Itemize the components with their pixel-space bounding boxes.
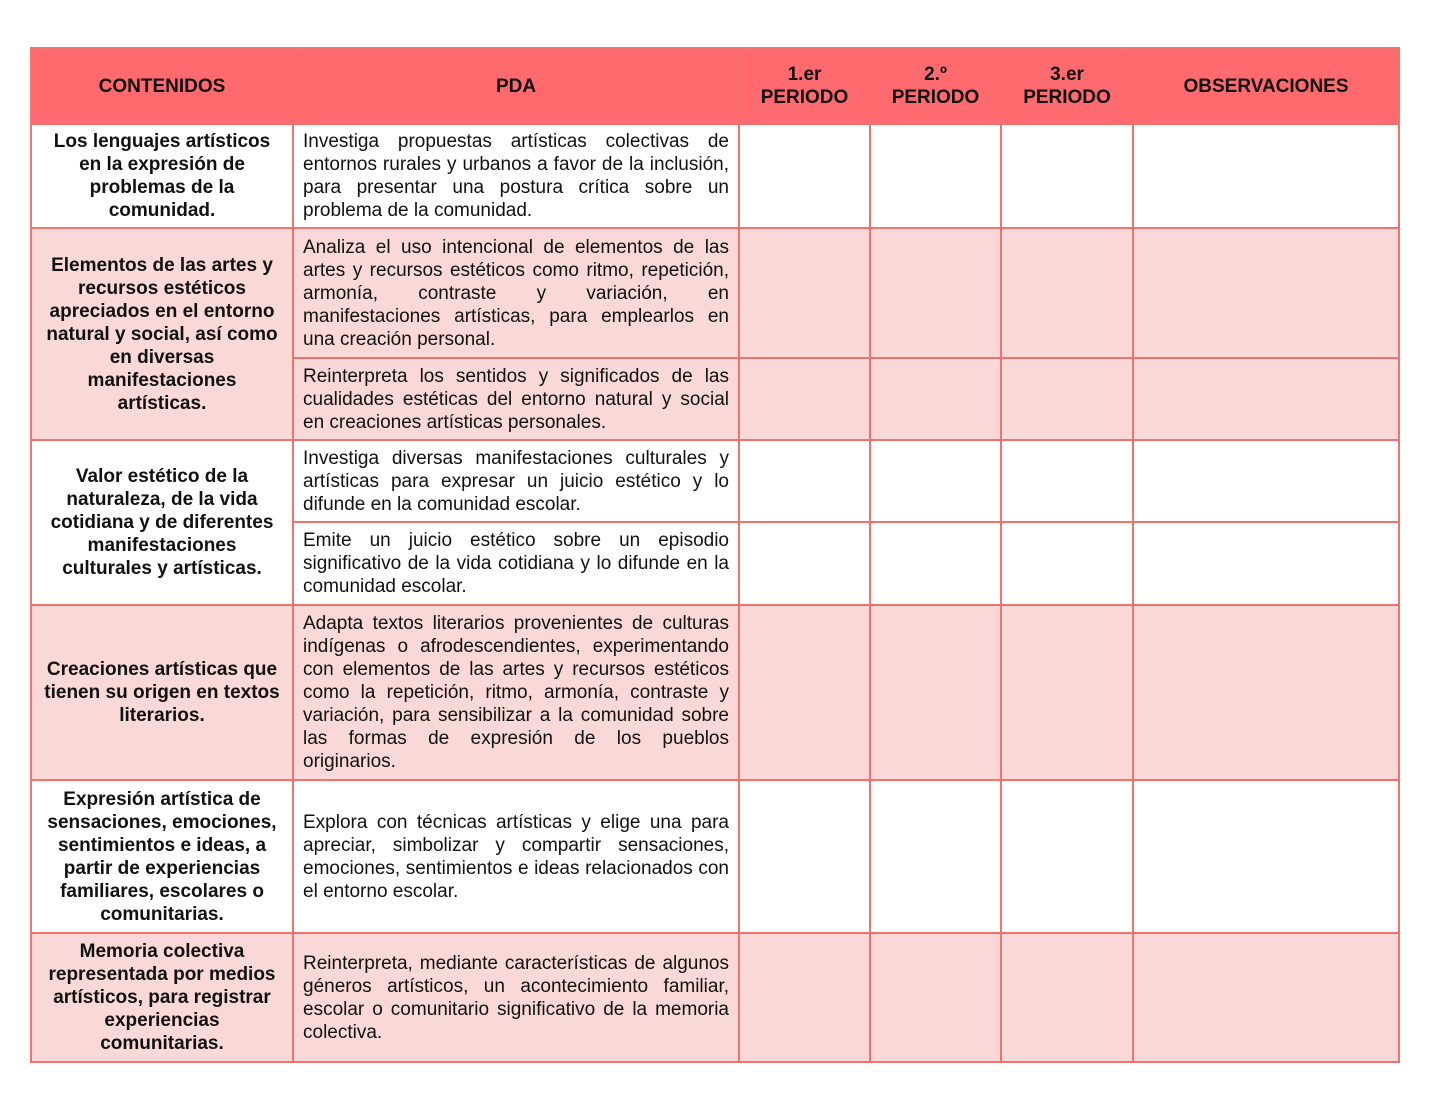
header-row [31,48,1399,124]
header-period-2-line1: 2.º [924,64,947,85]
period-1-cell[interactable] [739,228,870,358]
table-row [31,440,1399,522]
period-2-cell[interactable] [870,933,1001,1062]
pda-cell: Reinterpreta los sentidos y significados de las cualidades estéticas del entorno natural y social en creaciones artísticas personales. [293,358,739,440]
pda-cell: Investiga propuestas artísticas colectivas de entornos rurales y urbanos a favor de la inclusión, para presentar una postura crítica sobre un problema de la comunidad. [293,124,739,228]
pda-cell: Investiga diversas manifestaciones culturales y artísticas para expresar un juicio estético y lo difunde en la comunidad escolar. [293,440,739,522]
period-1-cell[interactable] [739,522,870,605]
period-1-cell[interactable] [739,605,870,780]
contenido-cell: Los lenguajes artísticos en la expresión de problemas de la comunidad. [31,124,293,228]
header-period-1 [739,48,870,124]
header-pda: PDA [293,48,739,124]
period-2-cell[interactable] [870,358,1001,440]
observaciones-cell[interactable] [1133,522,1399,605]
header-period-2-line2: PERIODO [891,87,980,108]
table-row [31,124,1399,228]
contenido-cell: Expresión artística de sensaciones, emociones, sentimientos e ideas, a partir de experiencias familiares, escolares o comunitarias. [31,780,293,933]
contenido-cell: Memoria colectiva representada por medios artísticos, para registrar experiencias comunitarias. [31,933,293,1062]
period-2-cell[interactable] [870,605,1001,780]
observaciones-cell[interactable] [1133,933,1399,1062]
period-1-cell[interactable] [739,933,870,1062]
observaciones-cell[interactable] [1133,605,1399,780]
planning-table [30,47,1400,1063]
period-2-cell[interactable] [870,440,1001,522]
header-observaciones: OBSERVACIONES [1133,48,1399,124]
header-period-1-line1: 1.er [787,64,822,85]
table-row [31,228,1399,358]
period-2-cell[interactable] [870,780,1001,933]
pda-cell: Analiza el uso intencional de elementos de las artes y recursos estéticos como ritmo, repetición, armonía, contraste y variación, en manifestaciones artísticas, para emplearlos en una creación personal. [293,228,739,358]
period-2-cell[interactable] [870,522,1001,605]
pda-cell: Adapta textos literarios provenientes de culturas indígenas o afrodescendientes, experimentando con elementos de las artes y recursos estéticos como la repetición, ritmo, armonía, contraste y variación, para sensibilizar a la comunidad sobre las formas de expresión de los pueblos originarios. [293,605,739,780]
period-1-cell[interactable] [739,124,870,228]
observaciones-cell[interactable] [1133,780,1399,933]
header-period-3 [1001,48,1133,124]
header-period-1-line2: PERIODO [760,87,849,108]
header-period-2 [870,48,1001,124]
period-2-cell[interactable] [870,228,1001,358]
period-1-cell[interactable] [739,358,870,440]
pda-cell: Emite un juicio estético sobre un episodio significativo de la vida cotidiana y lo difunde en la comunidad escolar. [293,522,739,605]
header-period-3-line1: 3.er [1050,64,1084,85]
period-3-cell[interactable] [1001,780,1133,933]
period-3-cell[interactable] [1001,440,1133,522]
table-row [31,605,1399,780]
contenido-cell: Valor estético de la naturaleza, de la vida cotidiana y de diferentes manifestaciones culturales y artísticas. [31,440,293,605]
table-row [31,780,1399,933]
header-period-3-line2: PERIODO [1023,87,1111,108]
period-3-cell[interactable] [1001,124,1133,228]
table-row [31,933,1399,1062]
observaciones-cell[interactable] [1133,440,1399,522]
observaciones-cell[interactable] [1133,358,1399,440]
period-3-cell[interactable] [1001,522,1133,605]
period-3-cell[interactable] [1001,933,1133,1062]
period-1-cell[interactable] [739,780,870,933]
header-contenidos: CONTENIDOS [31,48,293,124]
contenido-cell: Elementos de las artes y recursos estéticos apreciados en el entorno natural y social, así como en diversas manifestaciones artísticas. [31,228,293,440]
period-1-cell[interactable] [739,440,870,522]
period-2-cell[interactable] [870,124,1001,228]
period-3-cell[interactable] [1001,228,1133,358]
observaciones-cell[interactable] [1133,124,1399,228]
observaciones-cell[interactable] [1133,228,1399,358]
contenido-cell: Creaciones artísticas que tienen su origen en textos literarios. [31,605,293,780]
pda-cell: Reinterpreta, mediante características de algunos géneros artísticos, un acontecimiento familiar, escolar o comunitario significativo de la memoria colectiva. [293,933,739,1062]
period-3-cell[interactable] [1001,605,1133,780]
pda-cell: Explora con técnicas artísticas y elige una para apreciar, simbolizar y compartir sensaciones, emociones, sentimientos e ideas relacionados con el entorno escolar. [293,780,739,933]
period-3-cell[interactable] [1001,358,1133,440]
